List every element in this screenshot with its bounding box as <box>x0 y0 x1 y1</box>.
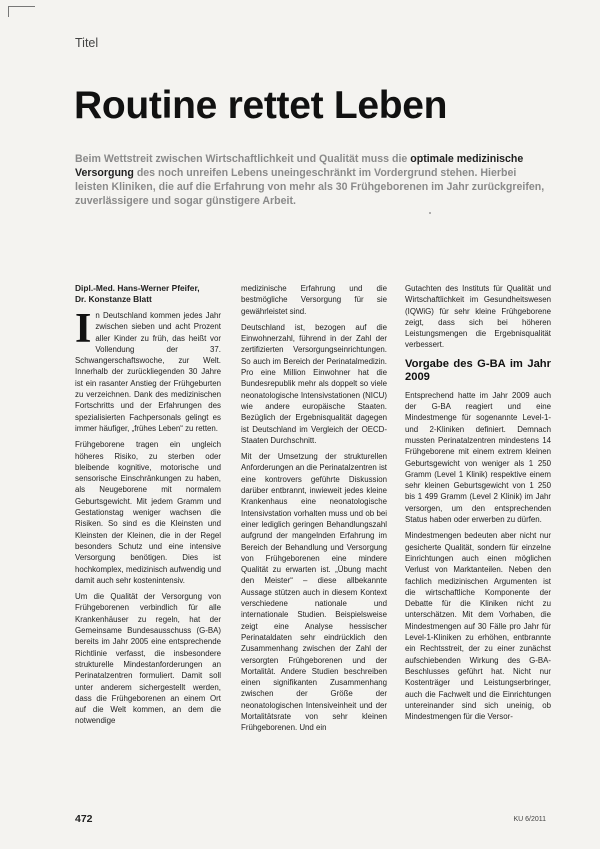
body-paragraph: Mit der Umsetzung der strukturellen Anforderungen an die Perinatalzentren ist eine kontrovers geführte Diskussion darüber entbrannt, inwieweit jedes kleine Krankenhaus eine neonatologische Intensivstation vorhalten muss und ob bei einer lediglich geringen Behandlungszahl aufgrund der mangelnden Erfahrung im Bereich der Behandlung und Versorgung von Frühgeborenen eine mindere Qualität zu erwarten ist. „Übung macht den Meister“ – diese allbekannte Aussage stützen auch in diesem Kontext verschiedene nationale und internationale Studien. Beispielsweise zeigt eine Analyse hessischer Perinataldaten sehr eindrücklich den Zusammenhang zwischen der Zahl der versorgten Frühgeborenen und der Mortalität. Andere Studien beschreiben einen signifikanten Zusammenhang zwischen der Größe der neonatologischen Intensiveinheit und der Mortalitätsrate von sehr kleinen Frühgeborenen. Und ein <box>241 452 387 733</box>
body-paragraph: Gutachten des Instituts für Qualität und Wirtschaftlichkeit im Gesundheitswesen (IQWiG) für sehr kleine Frühgeborene zeigt, dass sich bei höheren Leistungsmengen die Ergebnisqualität verbessert. <box>405 284 551 350</box>
body-paragraph: Mindestmengen bedeuten aber nicht nur gesicherte Qualität, sondern für einzelne Einrichtungen auch einen möglichen Verlust von Marktanteilen. Neben den fachlich medizinischen Argumenten ist die wirtschaftliche Komponente der Debatte für die Kliniken nicht zu unterschätzen. Mit dem Vorhaben, die Mindestmengen auf 30 Fälle pro Jahr für Level-1-Kliniken zu erhöhen, entbrannte ein Rechtsstreit, der zu einer zunächst aufschiebenden Wirkung des G-BA-Beschlusses geführt hat. Nicht nur Kostenträger und Leistungserbringer, auch die Fachwelt und die Einrichtungen untereinander sind sich uneinig, ob Mindestmengen für die Versor- <box>405 531 551 722</box>
author-line-1: Dipl.-Med. Hans-Werner Pfeifer, <box>75 283 200 293</box>
author-byline <box>75 283 221 305</box>
crop-mark <box>8 6 35 17</box>
issue-label: KU 6/2011 <box>513 816 546 823</box>
drop-cap: I <box>75 306 92 352</box>
article-lead <box>75 152 545 208</box>
article-headline: Routine rettet Leben <box>74 84 448 127</box>
body-paragraph: Deutschland ist, bezogen auf die Einwohnerzahl, führend in der Zahl der zertifizierten Versorgungseinrichtungen. So auch im Bereich der Perinatalmedizin. Pro eine Million Einwohner hat die Bundesrepublik mehr als doppelt so viele neonatologische Intensivstationen (NICU) wie andere europäische Staaten. Bezüglich der Ergebnisqualität dagegen ist Deutschland im Vergleich der OECD-Staaten Durchschnitt. <box>241 322 387 445</box>
subheading: Vorgabe des G-BA im Jahr 2009 <box>405 357 551 383</box>
body-paragraph <box>75 306 221 434</box>
body-paragraph: Frühgeborene tragen ein ungleich höheres Risiko, zu sterben oder bleibende kognitive, motorische und sensorische Einschränkungen zu haben, als Neugeborene mit normalem Geburtsgewicht. Mit jedem Gramm und Gestationstag weniger wachsen die Risiken. So sind es die Kleinsten und Kleinsten der Kleinen, die in der Regel besonders Schutz und eine intensive Versorgung benötigen. Dies ist hochkomplex, medizinisch aufwendig und damit auch sehr kostenintensiv. <box>75 440 221 585</box>
body-paragraph: Um die Qualität der Versorgung von Frühgeborenen verbindlich für alle Krankenhäuser zu regeln, hat der Gemeinsame Bundesausschuss (G-BA) bereits im Jahr 2005 eine entsprechende Richtlinie verfasst, die insbesondere strukturelle Mindestanforderungen an Perinatalzentren formuliert. Damit soll unter anderem sichergestellt werden, dass die Frühgeborenen an einem Ort auf die Welt kommen, an dem die notwendige <box>75 592 221 726</box>
lead-part-2: des noch unreifen Lebens uneingeschränkt im Vordergrund stehen. Hierbei leisten Kliniken, die auf die Erfahrung von mehr als 30 Frühgeborenen im Jahr zurückgreifen, zuverlässigere und sogar günstigere Arbeit. <box>75 167 545 207</box>
text-column-1 <box>75 283 221 732</box>
paragraph-text: n Deutschland kommen jedes Jahr zwischen sieben und acht Prozent aller Kinder zu früh, das heißt vor Vollendung der 37. Schwangerschaftswoche, zur Welt. Innerhalb der zurückliegenden 30 Jahre ist ein rasanter Anstieg der Frühgeburten zu verzeichnen. Dank des medizinischen Fortschritts und der Erfahrungen des spezialisierten Fachpersonals gelingt es immer häufiger, „frühes Leben“ zu retten. <box>75 311 221 433</box>
page-number: 472 <box>75 813 93 825</box>
text-column-2 <box>241 283 387 739</box>
text-column-3 <box>405 283 551 727</box>
lead-part-1: Beim Wettstreit zwischen Wirtschaftlichkeit und Qualität muss die <box>75 153 411 165</box>
speck <box>429 212 431 214</box>
body-paragraph: medizinische Erfahrung und die bestmögliche Versorgung für sie gewährleistet sind. <box>241 284 387 316</box>
section-label: Titel <box>75 36 99 50</box>
body-paragraph: Entsprechend hatte im Jahr 2009 auch der G-BA reagiert und eine Mindestmenge für sogenannte Level-1- und 2-Kliniken definiert. Demnach mussten Perinatalzentren mindestens 14 Frühgeborene mit einem extrem kleinen Geburtsgewicht von weniger als 1 250 Gramm (Level 1 Klinik) respektive einem sehr kleinen Geburtsgewicht von 1 250 bis 1 499 Gramm (Level 2 Klinik) im Jahr versorgen, um den entsprechenden Status haben oder erwerben zu dürfen. <box>405 390 551 525</box>
lead-highlight: optimale medizinische Versorgung <box>75 153 524 179</box>
author-line-2: Dr. Konstanze Blatt <box>75 294 152 304</box>
